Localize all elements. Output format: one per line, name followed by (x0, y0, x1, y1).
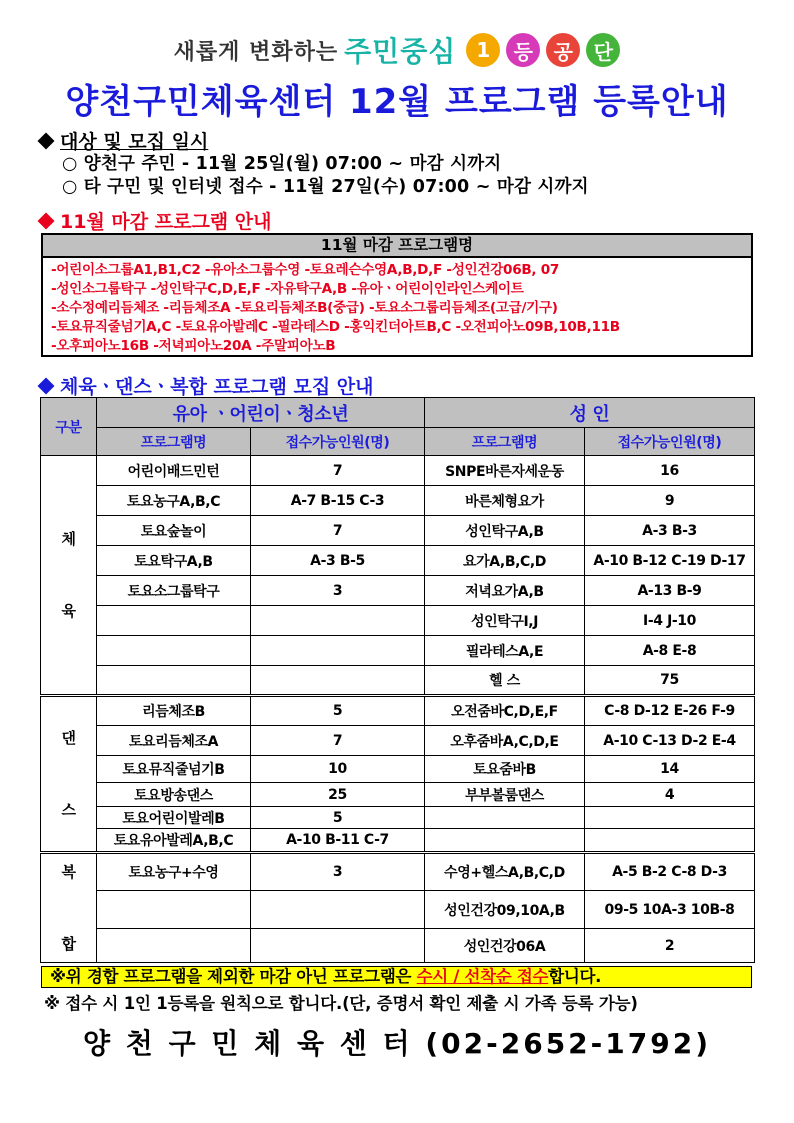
adult-program-cell: 부부볼룸댄스 (425, 783, 585, 807)
slogan-key: 주민중심 (344, 35, 457, 68)
category-label: 복 합 (41, 853, 97, 963)
youth-capacity-cell: 5 (251, 696, 425, 726)
notice-text-end: 합니다. (548, 967, 602, 986)
adult-program-cell: 성인건강09,10A,B (425, 891, 585, 929)
deadline-line: -소수정예리듬체조 -리듬체조A -토요리듬체조B(중급) -토요소그룹리듬체조(고급/기구) (51, 300, 558, 316)
table-row (41, 891, 755, 929)
adult-capacity-cell: 9 (585, 486, 755, 516)
youth-capacity-cell: A-7 B-15 C-3 (251, 486, 425, 516)
youth-program-cell (97, 929, 251, 963)
deadline-line: -어린이소그룹A1,B1,C2 -유아소그룹수영 -토요레슨수영A,B,D,F -성인건강06B, 07 (51, 262, 560, 278)
table-row (41, 807, 755, 829)
youth-program-cell: 토요농구+수영 (97, 853, 251, 891)
youth-capacity-cell (251, 929, 425, 963)
schedule-line-residents: ○ 양천구 주민 - 11월 25일(월) 07:00 ~ 마감 시까지 (62, 154, 502, 174)
youth-capacity-cell: 7 (251, 516, 425, 546)
col-program-header: 프로그램명 (425, 428, 585, 456)
adult-program-cell: 수영+헬스A,B,C,D (425, 853, 585, 891)
adult-program-cell: SNPE바른자세운동 (425, 456, 585, 486)
footer-contact: 양 천 구 민 체 육 센 터 (02-2652-1792) (82, 1027, 712, 1060)
section-recruit-title: 체육ㆍ댄스ㆍ복합 프로그램 모집 안내 (60, 376, 374, 398)
registration-note: ※ 접수 시 1인 1등록을 원칙으로 합니다.(단, 증명서 확인 제출 시 가족 등록 가능) (44, 994, 638, 1013)
adult-capacity-cell: A-5 B-2 C-8 D-3 (585, 853, 755, 891)
adult-program-cell: 필라테스A,E (425, 636, 585, 666)
youth-capacity-cell: 7 (251, 456, 425, 486)
table-row (41, 456, 755, 486)
adult-capacity-cell: 4 (585, 783, 755, 807)
table-row (41, 576, 755, 606)
youth-program-cell: 토요어린이발레B (97, 807, 251, 829)
deadline-box-title: 11월 마감 프로그램명 (43, 235, 751, 258)
table-row (41, 636, 755, 666)
section-deadline-heading (40, 207, 271, 234)
section-target-title: 대상 및 모집 일시 (60, 131, 209, 153)
youth-program-cell: 토요소그룹탁구 (97, 576, 251, 606)
deadline-programs-box (41, 233, 753, 357)
table-row (41, 666, 755, 696)
adult-capacity-cell: A-3 B-3 (585, 516, 755, 546)
youth-program-cell: 어린이배드민턴 (97, 456, 251, 486)
adult-capacity-cell (585, 807, 755, 829)
category-label: 체 육 (41, 456, 97, 696)
slogan-badge: 등 (506, 33, 540, 67)
adult-capacity-cell: C-8 D-12 E-26 F-9 (585, 696, 755, 726)
adult-capacity-cell: 14 (585, 756, 755, 783)
notice-text: ※위 경합 프로그램을 제외한 마감 아닌 프로그램은 (50, 967, 417, 986)
deadline-line: -토요뮤직줄넘기A,C -토요유아발레C -필라테스D -홍익킨더아트B,C -오전피아노09B,10B,11B (51, 319, 620, 335)
adult-capacity-cell (585, 829, 755, 853)
slogan-badge: 단 (586, 33, 620, 67)
adult-program-cell: 성인탁구A,B (425, 516, 585, 546)
adult-capacity-cell: A-10 C-13 D-2 E-4 (585, 726, 755, 756)
category-label: 댄 스 (41, 696, 97, 853)
adult-program-cell: 저녁요가A,B (425, 576, 585, 606)
table-row (41, 546, 755, 576)
adult-program-cell: 성인탁구I,J (425, 606, 585, 636)
deadline-line: -오후피아노16B -저녁피아노20A -주말피아노B (51, 338, 336, 354)
youth-program-cell (97, 666, 251, 696)
notice-banner (41, 966, 752, 988)
youth-capacity-cell: 10 (251, 756, 425, 783)
slogan-prefix: 새롭게 변화하는 (173, 39, 339, 65)
slogan-badge: 공 (546, 33, 580, 67)
youth-program-cell: 토요탁구A,B (97, 546, 251, 576)
youth-capacity-cell (251, 636, 425, 666)
page-title: 양천구민체육센터 12월 프로그램 등록안내 (65, 82, 729, 122)
col-division-header: 구분 (41, 398, 97, 456)
youth-capacity-cell: 7 (251, 726, 425, 756)
youth-program-cell: 리듬체조B (97, 696, 251, 726)
adult-program-cell: 토요줌바B (425, 756, 585, 783)
adult-capacity-cell: 75 (585, 666, 755, 696)
youth-program-cell: 토요숲놀이 (97, 516, 251, 546)
col-capacity-header: 접수가능인원(명) (585, 428, 755, 456)
youth-capacity-cell: A-10 B-11 C-7 (251, 829, 425, 853)
table-row (41, 853, 755, 891)
program-table (40, 397, 755, 963)
table-row (41, 783, 755, 807)
adult-program-cell: 오후줌바A,C,D,E (425, 726, 585, 756)
youth-program-cell (97, 606, 251, 636)
table-row (41, 486, 755, 516)
youth-program-cell (97, 636, 251, 666)
adult-program-cell: 성인건강06A (425, 929, 585, 963)
youth-capacity-cell (251, 891, 425, 929)
adult-capacity-cell: A-8 E-8 (585, 636, 755, 666)
adult-program-cell (425, 829, 585, 853)
adult-program-cell: 헬 스 (425, 666, 585, 696)
col-program-header: 프로그램명 (97, 428, 251, 456)
table-row (41, 516, 755, 546)
section-recruit-heading (40, 372, 374, 399)
adult-program-cell: 바른체형요가 (425, 486, 585, 516)
youth-capacity-cell: 3 (251, 576, 425, 606)
adult-capacity-cell: A-10 B-12 C-19 D-17 (585, 546, 755, 576)
slogan-banner (0, 30, 794, 70)
group-youth-header: 유아 ㆍ어린이ㆍ청소년 (97, 398, 425, 428)
slogan-badges (466, 33, 620, 67)
slogan-badge: 1 (466, 33, 500, 67)
youth-program-cell: 토요방송댄스 (97, 783, 251, 807)
table-row (41, 606, 755, 636)
adult-capacity-cell: I-4 J-10 (585, 606, 755, 636)
youth-capacity-cell (251, 606, 425, 636)
adult-program-cell: 오전줌바C,D,E,F (425, 696, 585, 726)
notice-highlight: 수시 / 선착순 접수 (416, 967, 549, 986)
table-row (41, 929, 755, 963)
group-adult-header: 성 인 (425, 398, 755, 428)
section-deadline-title: 11월 마감 프로그램 안내 (60, 211, 272, 233)
table-row (41, 756, 755, 783)
table-row (41, 696, 755, 726)
adult-program-cell: 요가A,B,C,D (425, 546, 585, 576)
youth-program-cell: 토요유아발레A,B,C (97, 829, 251, 853)
youth-capacity-cell: 3 (251, 853, 425, 891)
youth-capacity-cell: 25 (251, 783, 425, 807)
table-row (41, 829, 755, 853)
adult-capacity-cell: 2 (585, 929, 755, 963)
diamond-bullet-icon (38, 132, 55, 149)
schedule-line-others: ○ 타 구민 및 인터넷 접수 - 11월 27일(수) 07:00 ~ 마감 시까지 (62, 177, 589, 197)
adult-program-cell (425, 807, 585, 829)
youth-program-cell: 토요뮤직줄넘기B (97, 756, 251, 783)
youth-program-cell (97, 891, 251, 929)
youth-program-cell: 토요리듬체조A (97, 726, 251, 756)
youth-capacity-cell (251, 666, 425, 696)
deadline-line: -성인소그룹탁구 -성인탁구C,D,E,F -자유탁구A,B -유아ㆍ어린이인라인스케이트 (51, 281, 524, 297)
youth-program-cell: 토요농구A,B,C (97, 486, 251, 516)
adult-capacity-cell: 16 (585, 456, 755, 486)
diamond-bullet-icon (38, 377, 55, 394)
deadline-program-list (43, 258, 751, 359)
diamond-bullet-icon (38, 212, 55, 229)
adult-capacity-cell: A-13 B-9 (585, 576, 755, 606)
youth-capacity-cell: A-3 B-5 (251, 546, 425, 576)
table-row (41, 726, 755, 756)
adult-capacity-cell: 09-5 10A-3 10B-8 (585, 891, 755, 929)
col-capacity-header: 접수가능인원(명) (251, 428, 425, 456)
youth-capacity-cell: 5 (251, 807, 425, 829)
